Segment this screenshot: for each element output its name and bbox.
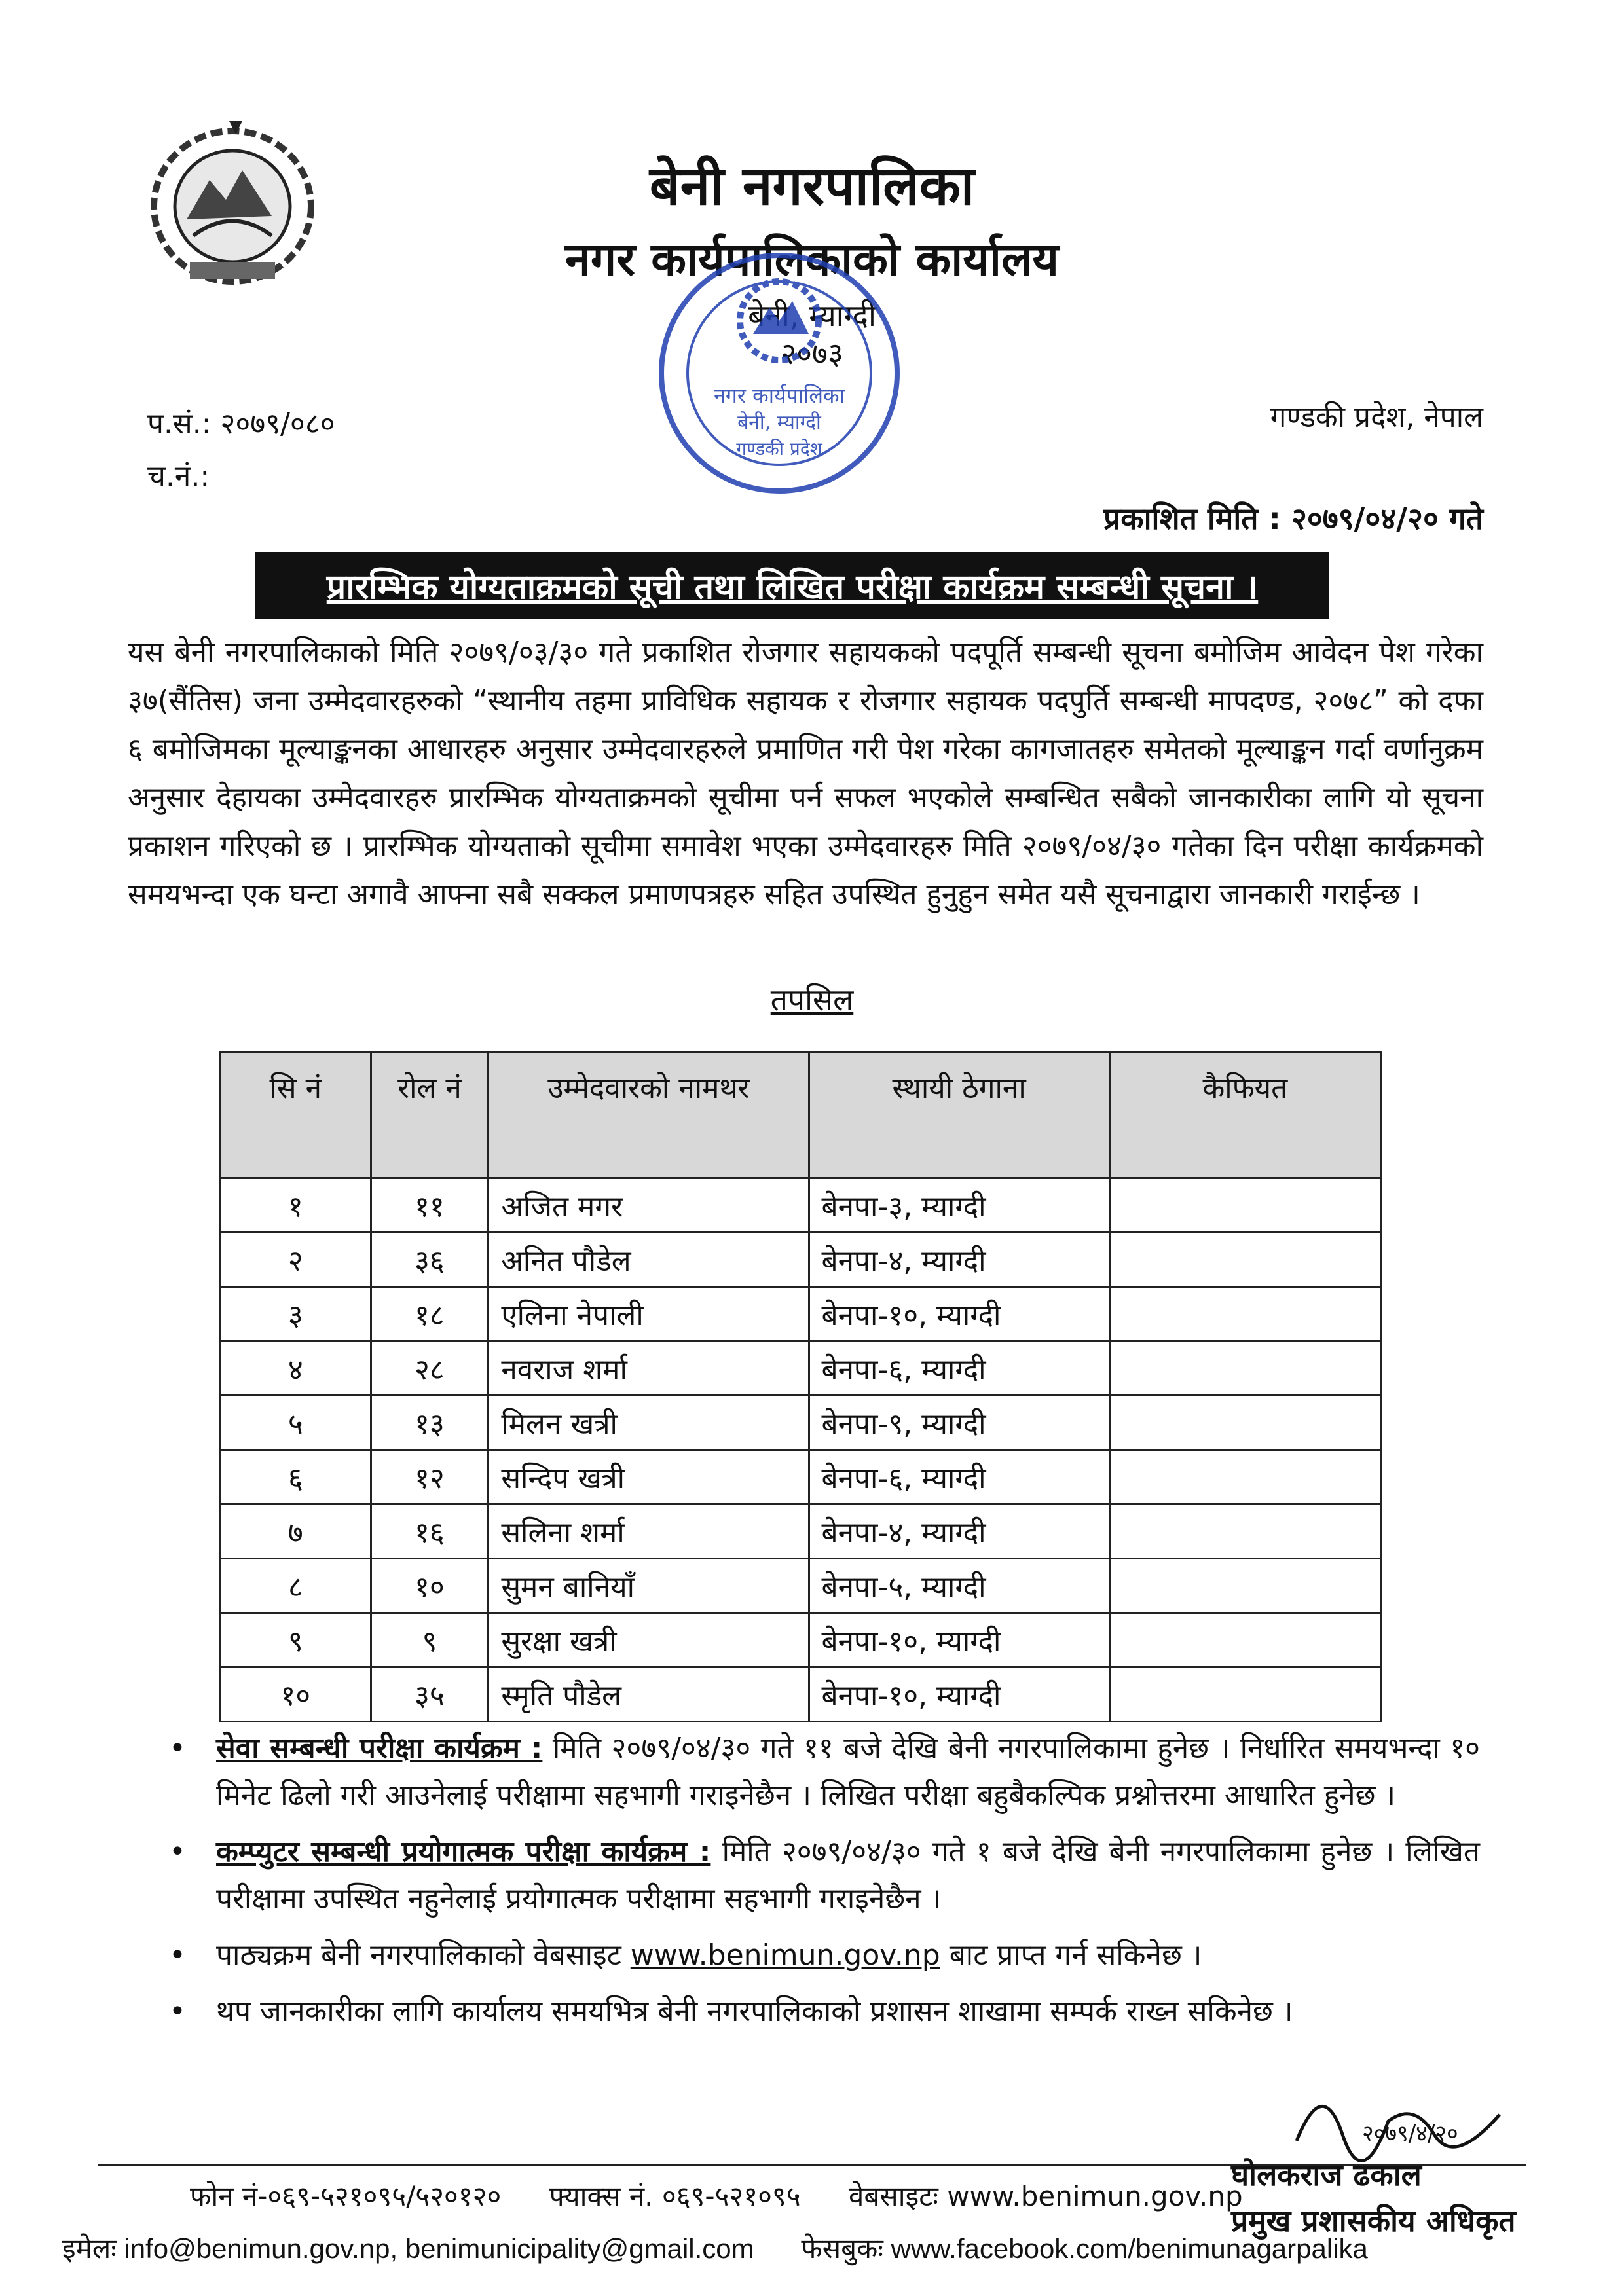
- bullet-icon: •: [169, 1995, 186, 2028]
- cell-name: स्मृति पौडेल: [489, 1667, 809, 1722]
- cell-address: बेनपा-६, म्याग्दी: [809, 1341, 1109, 1396]
- dispatch-number: च.नं.:: [147, 460, 210, 493]
- cell-remarks: [1109, 1396, 1380, 1450]
- list-item: [164, 1988, 1480, 2035]
- cell-remarks: [1109, 1504, 1380, 1559]
- cell-serial: ५: [221, 1396, 371, 1450]
- cell-serial: १०: [221, 1667, 371, 1722]
- footer-online-line: [62, 2229, 1407, 2267]
- footer-fax: फ्याक्स नं. ०६९-५२१०९५: [549, 2180, 801, 2212]
- cell-remarks: [1109, 1559, 1380, 1613]
- cell-name: एलिना नेपाली: [489, 1287, 809, 1341]
- table-row: [221, 1667, 1381, 1722]
- table-row: [221, 1613, 1381, 1667]
- table-row: [221, 1504, 1381, 1559]
- bullet-icon: •: [169, 1939, 186, 1972]
- col-roll: रोल नं: [371, 1052, 489, 1178]
- cell-remarks: [1109, 1450, 1380, 1504]
- reference-number: प.सं.: २०७९/०८०: [147, 407, 335, 441]
- table-row: [221, 1287, 1381, 1341]
- cell-remarks: [1109, 1178, 1380, 1233]
- cell-roll: ९: [371, 1613, 489, 1667]
- cell-serial: ६: [221, 1450, 371, 1504]
- cell-remarks: [1109, 1667, 1380, 1722]
- cell-address: बेनपा-१०, म्याग्दी: [809, 1287, 1109, 1341]
- cell-address: बेनपा-६, म्याग्दी: [809, 1450, 1109, 1504]
- cell-name: अजित मगर: [489, 1178, 809, 1233]
- bullet-text: बाट प्राप्त गर्न सकिनेछ ।: [949, 1939, 1202, 1972]
- bullet-text: मिति २०७९/०४/३० गते ११ बजे देखि बेनी नगरपालिकामा हुनेछ । निर्धारित समयभन्दा १० मिनेट ढिलो गरी आउनेलाई परीक्षामा सहभागी गराइनेछैन । लिखित परीक्षा बहुबैकल्पिक प्रश्नोत्तरमा आधारित हुनेछ ।: [216, 1732, 1480, 1812]
- table-row: [221, 1396, 1381, 1450]
- office-name: बेनी नगरपालिका: [649, 155, 975, 217]
- cell-name: अनित पौडेल: [489, 1233, 809, 1287]
- officer-title: प्रमुख प्रशासकीय अधिकृत: [1231, 2203, 1516, 2238]
- bullet-icon: •: [169, 1732, 186, 1765]
- footer-email[interactable]: इमेलः info@benimun.gov.np, benimunicipality@gmail.com: [62, 2233, 754, 2264]
- cell-remarks: [1109, 1233, 1380, 1287]
- cell-name: सन्दिप खत्री: [489, 1450, 809, 1504]
- bullet-icon: •: [169, 1835, 186, 1868]
- province-label: गण्डकी प्रदेश, नेपाल: [1270, 401, 1483, 434]
- table-header-row: [221, 1052, 1381, 1178]
- cell-roll: ३६: [371, 1233, 489, 1287]
- svg-text:बेनी, म्याग्दी: बेनी, म्याग्दी: [737, 411, 821, 434]
- cell-name: मिलन खत्री: [489, 1396, 809, 1450]
- cell-address: बेनपा-५, म्याग्दी: [809, 1559, 1109, 1613]
- table-row: [221, 1178, 1381, 1233]
- cell-roll: २८: [371, 1341, 489, 1396]
- officer-name: घोलकराज ढकाल: [1231, 2157, 1422, 2193]
- bullet-text: थप जानकारीका लागि कार्यालय समयभित्र बेनी नगरपालिकाको प्रशासन शाखामा सम्पर्क राख्न सकिनेछ ।: [216, 1995, 1293, 2028]
- cell-address: बेनपा-३, म्याग्दी: [809, 1178, 1109, 1233]
- signature-date: २०७९/४/२०: [1362, 2121, 1458, 2147]
- table-row: [221, 1559, 1381, 1613]
- notice-title: प्रारम्भिक योग्यताक्रमको सूची तथा लिखित परीक्षा कार्यक्रम सम्बन्धी सूचना ।: [326, 567, 1259, 607]
- cell-serial: १: [221, 1178, 371, 1233]
- cell-serial: ९: [221, 1613, 371, 1667]
- table-row: [221, 1450, 1381, 1504]
- col-remarks: कैफियत: [1109, 1052, 1380, 1178]
- cell-serial: ४: [221, 1341, 371, 1396]
- bullet-label: कम्प्युटर सम्बन्धी प्रयोगात्मक परीक्षा कार्यक्रम :: [216, 1835, 711, 1868]
- candidate-table: [219, 1051, 1382, 1722]
- notice-title-bar: [255, 552, 1329, 619]
- cell-roll: ११: [371, 1178, 489, 1233]
- cell-name: सुमन बानियाँ: [489, 1559, 809, 1613]
- table-row: [221, 1233, 1381, 1287]
- cell-address: बेनपा-१०, म्याग्दी: [809, 1613, 1109, 1667]
- list-item: [164, 1932, 1480, 1979]
- cell-name: सलिना शर्मा: [489, 1504, 809, 1559]
- cell-roll: १२: [371, 1450, 489, 1504]
- website-link[interactable]: www.benimun.gov.np: [630, 1939, 940, 1972]
- bullet-text: पाठ्यक्रम बेनी नगरपालिकाको वेबसाइट: [216, 1939, 621, 1972]
- col-name: उम्मेदवारको नामथर: [489, 1052, 809, 1178]
- cell-address: बेनपा-१०, म्याग्दी: [809, 1667, 1109, 1722]
- cell-address: बेनपा-४, म्याग्दी: [809, 1233, 1109, 1287]
- annex-heading: तपसिल: [770, 982, 854, 1017]
- footer-website[interactable]: वेबसाइटः www.benimun.gov.np: [848, 2180, 1243, 2212]
- bullet-label: सेवा सम्बन्धी परीक्षा कार्यक्रम :: [216, 1732, 543, 1765]
- office-subtitle: नगर कार्यपालिकाको कार्यालय: [564, 232, 1060, 286]
- cell-roll: १६: [371, 1504, 489, 1559]
- cell-roll: १०: [371, 1559, 489, 1613]
- cell-remarks: [1109, 1287, 1380, 1341]
- cell-serial: ८: [221, 1559, 371, 1613]
- office-location: बेनी, म्याग्दी: [748, 298, 876, 333]
- col-address: स्थायी ठेगाना: [809, 1052, 1109, 1178]
- cell-address: बेनपा-४, म्याग्दी: [809, 1504, 1109, 1559]
- svg-text:गण्डकी प्रदेश: गण्डकी प्रदेश: [736, 438, 822, 460]
- cell-roll: ३५: [371, 1667, 489, 1722]
- cell-serial: २: [221, 1233, 371, 1287]
- cell-roll: १३: [371, 1396, 489, 1450]
- office-stamp-icon: [648, 242, 910, 504]
- cell-serial: ७: [221, 1504, 371, 1559]
- col-serial: सि नं: [221, 1052, 371, 1178]
- instruction-list: [164, 1725, 1480, 2045]
- svg-text:नगर कार्यपालिका: नगर कार्यपालिका: [714, 383, 845, 408]
- list-item: [164, 1829, 1480, 1923]
- footer-facebook[interactable]: फेसबुकः www.facebook.com/benimunagarpalika: [801, 2233, 1368, 2264]
- cell-serial: ३: [221, 1287, 371, 1341]
- table-row: [221, 1341, 1381, 1396]
- footer-contact-line: [190, 2177, 1282, 2214]
- cell-name: सुरक्षा खत्री: [489, 1613, 809, 1667]
- list-item: [164, 1725, 1480, 1819]
- cell-name: नवराज शर्मा: [489, 1341, 809, 1396]
- published-date: प्रकाशित मिति : २०७९/०४/२० गते: [1103, 501, 1483, 536]
- bullet-text: मिति २०७९/०४/३० गते १ बजे देखि बेनी नगरपालिकामा हुनेछ । लिखित परीक्षामा उपस्थित नहुनेलाई प्रयोगात्मक परीक्षामा सहभागी गराइनेछैन ।: [216, 1835, 1480, 1916]
- cell-roll: १८: [371, 1287, 489, 1341]
- cell-address: बेनपा-९, म्याग्दी: [809, 1396, 1109, 1450]
- notice-body: यस बेनी नगरपालिकाको मिति २०७९/०३/३० गते प्रकाशित रोजगार सहायकको पदपूर्ति सम्बन्धी सूचना बमोजिम आवेदन पेश गरेका ३७(सैंतिस) जना उम्मेदवारहरुको “स्थानीय तहमा प्राविधिक सहायक र रोजगार सहायक पदपुर्ति सम्बन्धी मापदण्ड, २०७८” को दफा ६ बमोजिमका मूल्याङ्कनका आधारहरु अनुसार उम्मेदवारहरुले प्रमाणित गरी पेश गरेका कागजातहरु समेतको मूल्याङ्कन गर्दा वर्णानुक्रम अनुसार देहायका उम्मेदवारहरु प्रारम्भिक योग्यताक्रमको सूचीमा पर्न सफल भएकोले सम्बन्धित सबैको जानकारीका लागि यो सूचना प्रकाशन गरिएको छ । प्रारम्भिक योग्यताको सूचीमा समावेश भएका उम्मेदवारहरु मिति २०७९/०४/३० गतेका दिन परीक्षा कार्यक्रमको समयभन्दा एक घन्टा अगावै आफ्ना सबै सक्कल प्रमाणपत्रहरु सहित उपस्थित हुनुहुन समेत यसै सूचनाद्वारा जानकारी गराईन्छ ।: [128, 636, 1483, 911]
- cell-remarks: [1109, 1613, 1380, 1667]
- footer-phone: फोन नं-०६९-५२१०९५/५२०१२०: [190, 2180, 502, 2212]
- established-year: २०७३: [781, 336, 843, 371]
- cell-remarks: [1109, 1341, 1380, 1396]
